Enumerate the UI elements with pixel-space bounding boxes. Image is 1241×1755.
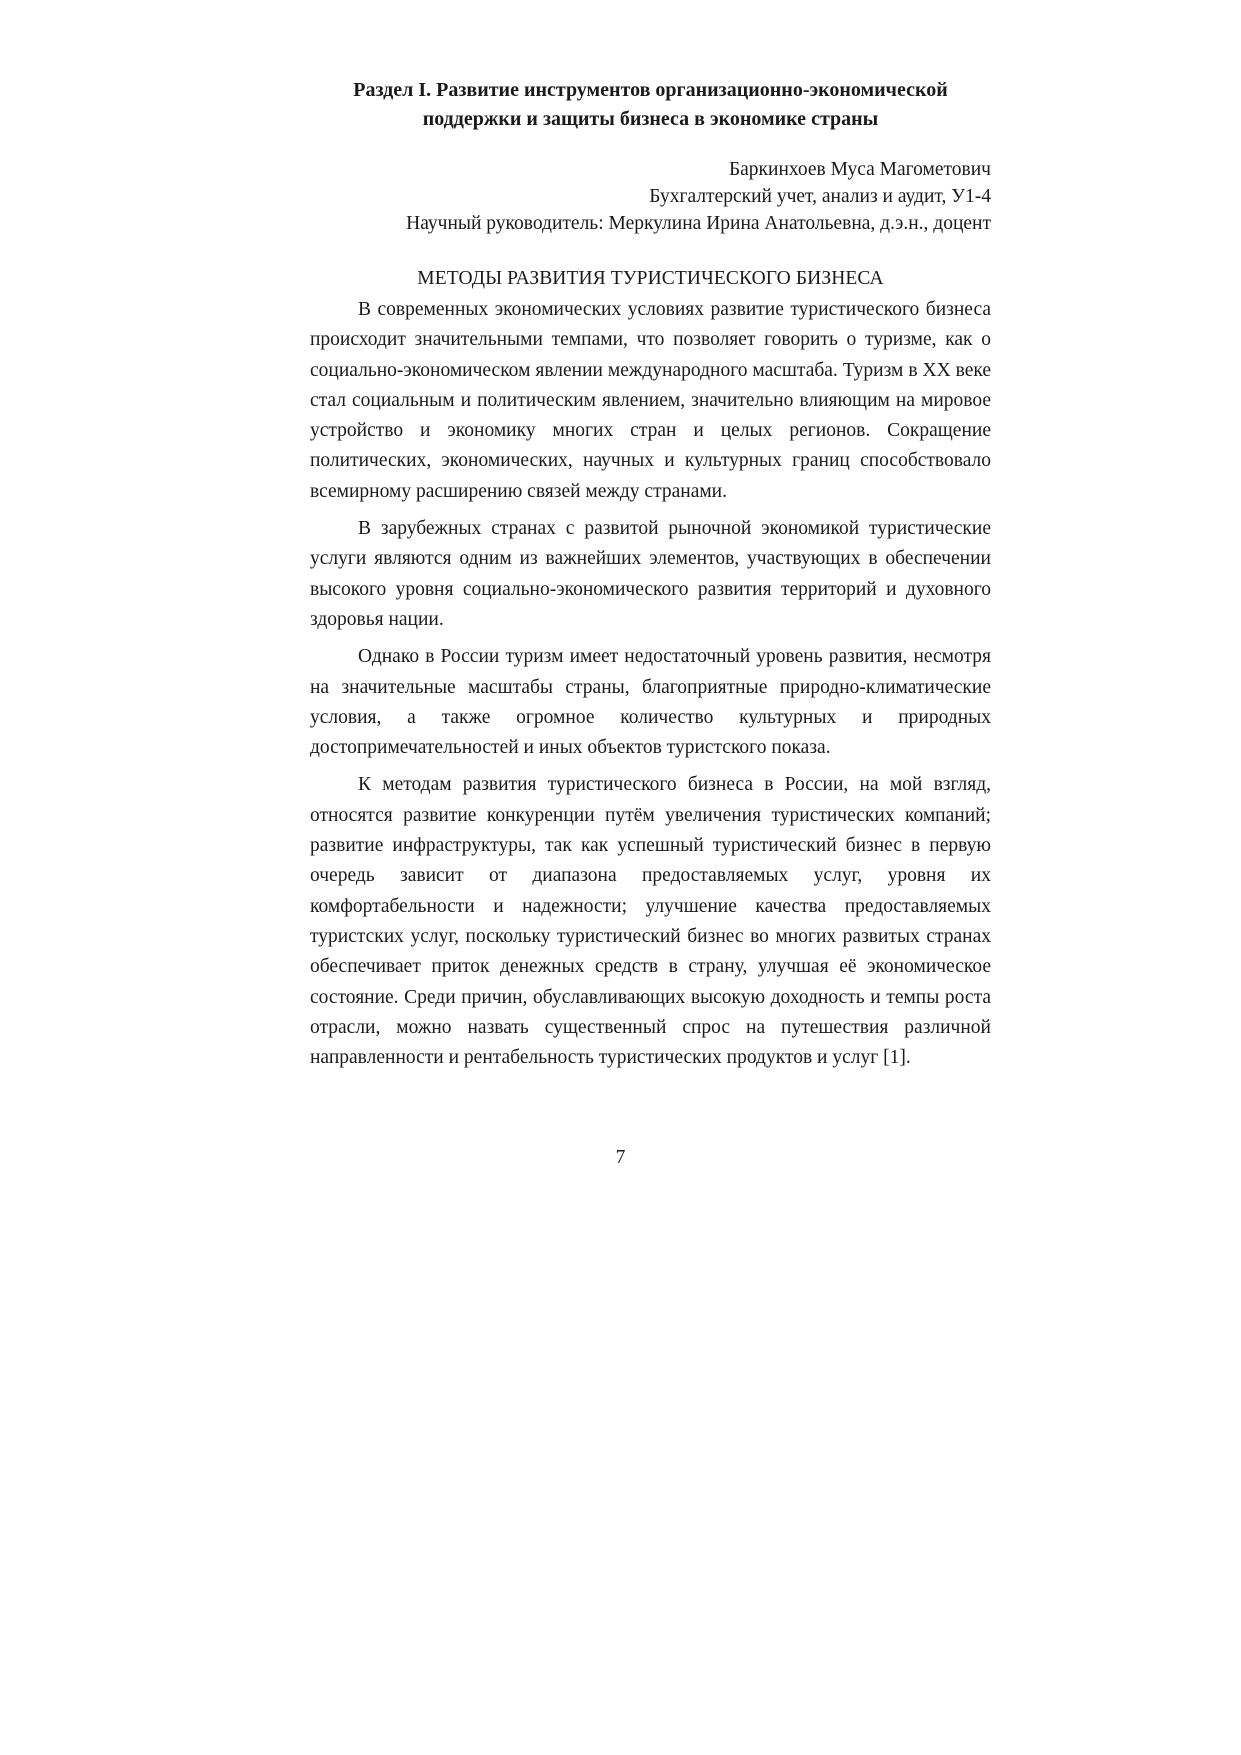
paragraph-2: В зарубежных странах с развитой рыночной экономикой туристические услуги являются одним из важнейших элементов, участвующих в обеспечении высокого уровня социально-экономического развития территорий и духовного здоровья нации. [310,518,991,630]
author-program: Бухгалтерский учет, анализ и аудит, У1-4 [649,186,991,207]
section-header-line-1: Раздел I. Развитие инструментов организационно-экономической [353,79,948,101]
paragraph-1: В современных экономических условиях развитие туристического бизнеса происходит значительными темпами, что позволяет говорить о туризме, как о социально-экономическом явлении международного масштаба. Туризм в XX веке стал социальным и политическим явлением, значительно влияющим на мировое устройство и экономику многих стран и целых регионов. Сокращение политических, экономических, научных и культурных границ способствовало всемирному расширению связей между странами. [310,299,991,502]
scientific-advisor: Научный руководитель: Меркулина Ирина Анатольевна, д.э.н., доцент [406,213,991,234]
section-header [310,76,991,134]
author-name: Баркинхоев Муса Магометович [728,159,991,180]
paragraph-3: Однако в России туризм имеет недостаточный уровень развития, несмотря на значительные масштабы страны, благоприятные природно-климатические условия, а также огромное количество культурных и природных достопримечательностей и иных объектов туристского показа. [310,646,991,759]
page-number: 7 [615,1147,626,1168]
author-block [310,156,991,237]
article-title: МЕТОДЫ РАЗВИТИЯ ТУРИСТИЧЕСКОГО БИЗНЕСА [417,268,884,289]
section-header-line-2: поддержки и защиты бизнеса в экономике страны [422,108,879,130]
page-content [310,76,991,1073]
paragraph-4: К методам развития туристического бизнеса в России, на мой взгляд, относятся развитие конкуренции путём увеличения туристических компаний; развитие инфраструктуры, так как успешный туристический бизнес в первую очередь зависит от диапазона предоставляемых услуг, уровня их комфортабельности и надежности; улучшение качества предоставляемых туристских услуг, поскольку туристический бизнес во многих развитых странах обеспечивает приток денежных средств в страну, улучшая её экономическое состояние. Среди причин, обуславливающих высокую доходность и темпы роста отрасли, можно назвать существенный спрос на путешествия различной направленности и рентабельность туристических продуктов и услуг [1]. [310,774,991,1069]
article-body [310,295,991,1073]
